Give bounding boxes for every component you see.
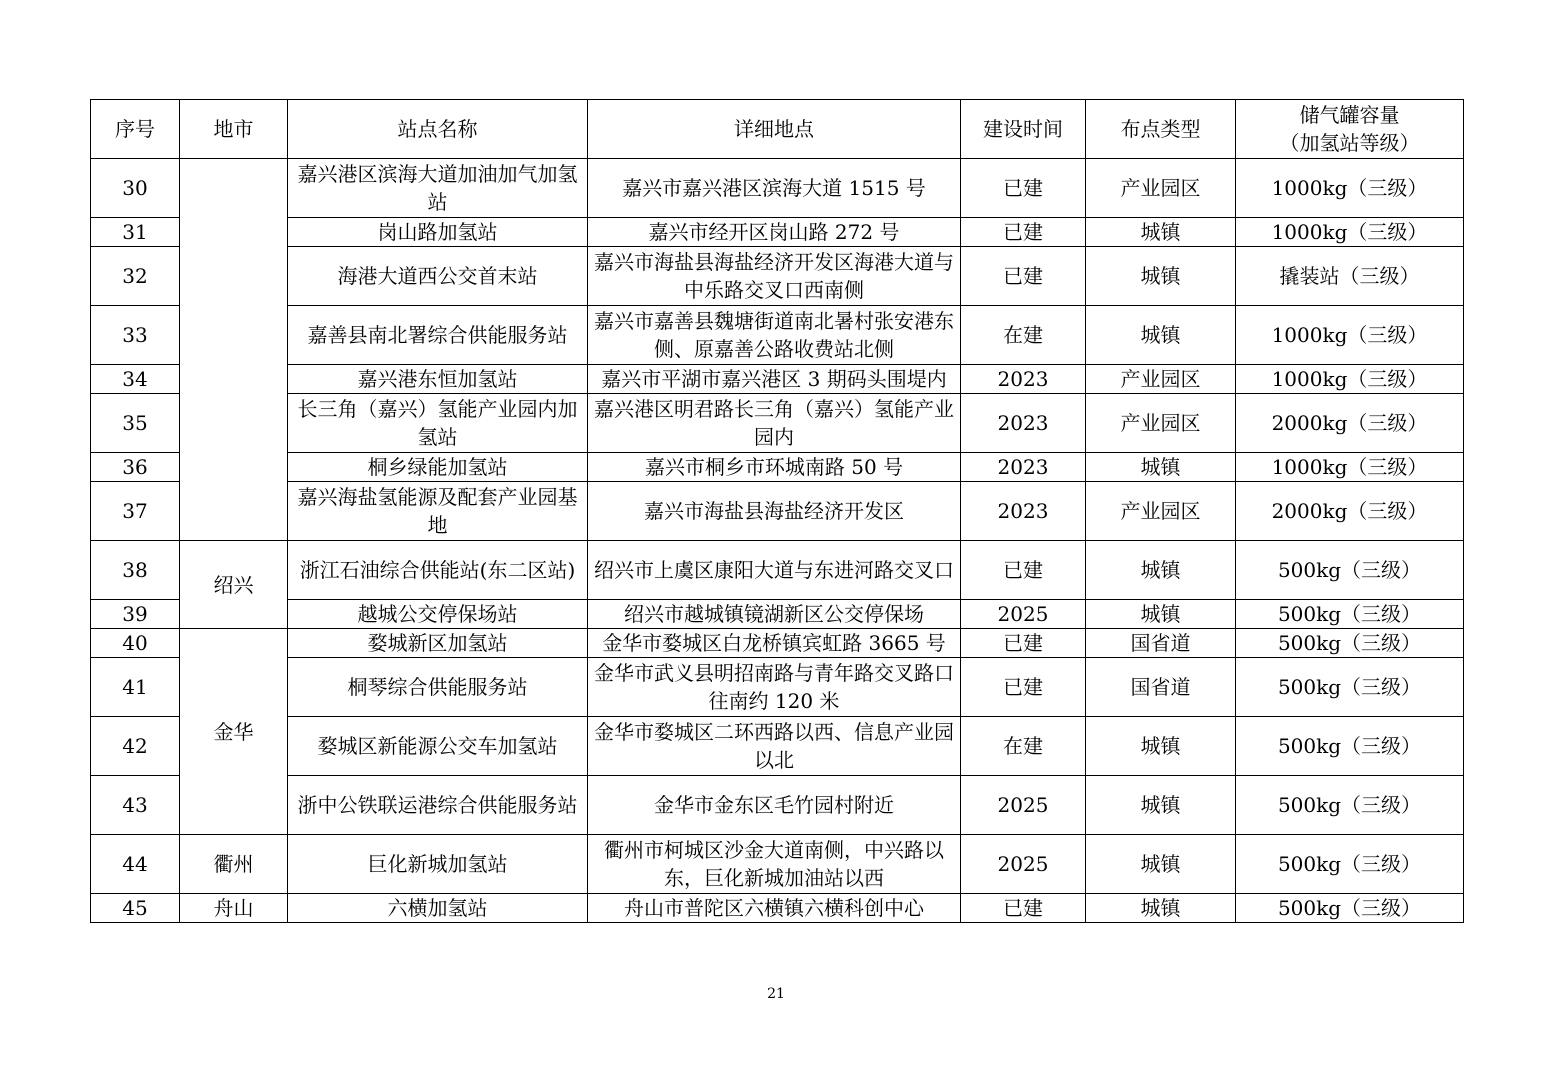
- table-row: [91, 218, 1464, 247]
- header-time: 建设时间: [961, 100, 1086, 159]
- table-row: [91, 306, 1464, 365]
- cell-capacity: 1000kg（三级）: [1236, 218, 1464, 247]
- cell-name: 浙中公铁联运港综合供能服务站: [288, 776, 588, 835]
- header-capacity-line2: （加氢站等级）: [1279, 131, 1420, 155]
- table-row: [91, 247, 1464, 306]
- cell-type: 产业园区: [1086, 365, 1236, 394]
- cell-name: 嘉兴港东恒加氢站: [288, 365, 588, 394]
- cell-name: 岗山路加氢站: [288, 218, 588, 247]
- cell-name: 嘉兴港区滨海大道加油加气加氢站: [288, 159, 588, 218]
- cell-type: 城镇: [1086, 835, 1236, 894]
- cell-type: 城镇: [1086, 600, 1236, 629]
- cell-time: 已建: [961, 159, 1086, 218]
- cell-time: 2023: [961, 453, 1086, 482]
- cell-capacity: 撬装站（三级）: [1236, 247, 1464, 306]
- cell-capacity: 500kg（三级）: [1236, 629, 1464, 658]
- cell-no: 35: [91, 394, 180, 453]
- cell-name: 海港大道西公交首末站: [288, 247, 588, 306]
- cell-time: 2023: [961, 482, 1086, 541]
- cell-time: 2025: [961, 600, 1086, 629]
- cell-name: 婺城新区加氢站: [288, 629, 588, 658]
- cell-address: 嘉兴市海盐县海盐经济开发区: [588, 482, 961, 541]
- cell-no: 36: [91, 453, 180, 482]
- table-row: [91, 453, 1464, 482]
- station-table: [90, 99, 1464, 923]
- cell-city-empty: [180, 159, 288, 541]
- table-row: [91, 394, 1464, 453]
- cell-city-jinhua: 金华: [180, 629, 288, 835]
- cell-no: 30: [91, 159, 180, 218]
- cell-address: 舟山市普陀区六横镇六横科创中心: [588, 894, 961, 923]
- cell-name: 婺城区新能源公交车加氢站: [288, 717, 588, 776]
- table-row: [91, 629, 1464, 658]
- cell-no: 39: [91, 600, 180, 629]
- cell-capacity: 500kg（三级）: [1236, 717, 1464, 776]
- cell-address: 嘉兴市经开区岗山路 272 号: [588, 218, 961, 247]
- cell-time: 2023: [961, 365, 1086, 394]
- table-row: [91, 600, 1464, 629]
- cell-time: 已建: [961, 629, 1086, 658]
- table-row: [91, 658, 1464, 717]
- cell-type: 产业园区: [1086, 394, 1236, 453]
- table-row: [91, 159, 1464, 218]
- cell-type: 城镇: [1086, 776, 1236, 835]
- cell-capacity: 1000kg（三级）: [1236, 365, 1464, 394]
- cell-address: 金华市婺城区二环西路以西、信息产业园以北: [588, 717, 961, 776]
- cell-name: 桐乡绿能加氢站: [288, 453, 588, 482]
- cell-no: 41: [91, 658, 180, 717]
- cell-time: 在建: [961, 306, 1086, 365]
- cell-time: 2025: [961, 835, 1086, 894]
- cell-name: 嘉兴海盐氢能源及配套产业园基地: [288, 482, 588, 541]
- table-row: [91, 717, 1464, 776]
- cell-no: 34: [91, 365, 180, 394]
- table-row: [91, 365, 1464, 394]
- cell-no: 32: [91, 247, 180, 306]
- cell-time: 2023: [961, 394, 1086, 453]
- cell-no: 40: [91, 629, 180, 658]
- cell-type: 国省道: [1086, 658, 1236, 717]
- header-capacity: [1236, 100, 1464, 159]
- header-name: 站点名称: [288, 100, 588, 159]
- cell-capacity: 2000kg（三级）: [1236, 482, 1464, 541]
- header-type: 布点类型: [1086, 100, 1236, 159]
- table-row: [91, 835, 1464, 894]
- cell-time: 已建: [961, 247, 1086, 306]
- cell-capacity: 500kg（三级）: [1236, 600, 1464, 629]
- cell-type: 城镇: [1086, 247, 1236, 306]
- header-row: [91, 100, 1464, 159]
- cell-no: 38: [91, 541, 180, 600]
- cell-type: 国省道: [1086, 629, 1236, 658]
- table-row: [91, 482, 1464, 541]
- cell-address: 金华市武义县明招南路与青年路交叉路口往南约 120 米: [588, 658, 961, 717]
- table-row: [91, 776, 1464, 835]
- cell-capacity: 500kg（三级）: [1236, 658, 1464, 717]
- cell-address: 衢州市柯城区沙金大道南侧，中兴路以东，巨化新城加油站以西: [588, 835, 961, 894]
- cell-address: 绍兴市越城镇镜湖新区公交停保场: [588, 600, 961, 629]
- cell-name: 巨化新城加氢站: [288, 835, 588, 894]
- cell-time: 在建: [961, 717, 1086, 776]
- cell-capacity: 1000kg（三级）: [1236, 306, 1464, 365]
- cell-address: 金华市金东区毛竹园村附近: [588, 776, 961, 835]
- cell-capacity: 500kg（三级）: [1236, 541, 1464, 600]
- cell-city-zhoushan: 舟山: [180, 894, 288, 923]
- cell-name: 嘉善县南北署综合供能服务站: [288, 306, 588, 365]
- cell-name: 六横加氢站: [288, 894, 588, 923]
- cell-type: 城镇: [1086, 717, 1236, 776]
- cell-no: 37: [91, 482, 180, 541]
- page-number: 21: [767, 986, 785, 1002]
- cell-name: 桐琴综合供能服务站: [288, 658, 588, 717]
- cell-name: 越城公交停保场站: [288, 600, 588, 629]
- cell-type: 城镇: [1086, 894, 1236, 923]
- cell-address: 嘉兴港区明君路长三角（嘉兴）氢能产业园内: [588, 394, 961, 453]
- header-capacity-line1: 储气罐容量: [1299, 103, 1400, 127]
- cell-address: 嘉兴市嘉兴港区滨海大道 1515 号: [588, 159, 961, 218]
- table-row: [91, 894, 1464, 923]
- cell-address: 嘉兴市海盐县海盐经济开发区海港大道与中乐路交叉口西南侧: [588, 247, 961, 306]
- cell-address: 绍兴市上虞区康阳大道与东进河路交叉口: [588, 541, 961, 600]
- cell-address: 金华市婺城区白龙桥镇宾虹路 3665 号: [588, 629, 961, 658]
- cell-no: 33: [91, 306, 180, 365]
- cell-capacity: 500kg（三级）: [1236, 894, 1464, 923]
- cell-type: 城镇: [1086, 453, 1236, 482]
- header-city: 地市: [180, 100, 288, 159]
- cell-capacity: 2000kg（三级）: [1236, 394, 1464, 453]
- cell-type: 产业园区: [1086, 159, 1236, 218]
- cell-type: 城镇: [1086, 218, 1236, 247]
- cell-name: 长三角（嘉兴）氢能产业园内加氢站: [288, 394, 588, 453]
- cell-name: 浙江石油综合供能站(东二区站): [288, 541, 588, 600]
- cell-no: 42: [91, 717, 180, 776]
- cell-capacity: 500kg（三级）: [1236, 835, 1464, 894]
- cell-no: 45: [91, 894, 180, 923]
- cell-city-shaoxing: 绍兴: [180, 541, 288, 629]
- cell-address: 嘉兴市嘉善县魏塘街道南北暑村张安港东侧、原嘉善公路收费站北侧: [588, 306, 961, 365]
- cell-capacity: 500kg（三级）: [1236, 776, 1464, 835]
- header-no: 序号: [91, 100, 180, 159]
- cell-time: 已建: [961, 894, 1086, 923]
- cell-type: 城镇: [1086, 306, 1236, 365]
- cell-no: 44: [91, 835, 180, 894]
- header-address: 详细地点: [588, 100, 961, 159]
- cell-type: 城镇: [1086, 541, 1236, 600]
- cell-no: 43: [91, 776, 180, 835]
- cell-city-quzhou: 衢州: [180, 835, 288, 894]
- cell-no: 31: [91, 218, 180, 247]
- cell-time: 已建: [961, 658, 1086, 717]
- cell-address: 嘉兴市桐乡市环城南路 50 号: [588, 453, 961, 482]
- cell-capacity: 1000kg（三级）: [1236, 159, 1464, 218]
- cell-time: 2025: [961, 776, 1086, 835]
- table-row: [91, 541, 1464, 600]
- cell-address: 嘉兴市平湖市嘉兴港区 3 期码头围堤内: [588, 365, 961, 394]
- cell-time: 已建: [961, 218, 1086, 247]
- cell-type: 产业园区: [1086, 482, 1236, 541]
- cell-time: 已建: [961, 541, 1086, 600]
- cell-capacity: 1000kg（三级）: [1236, 453, 1464, 482]
